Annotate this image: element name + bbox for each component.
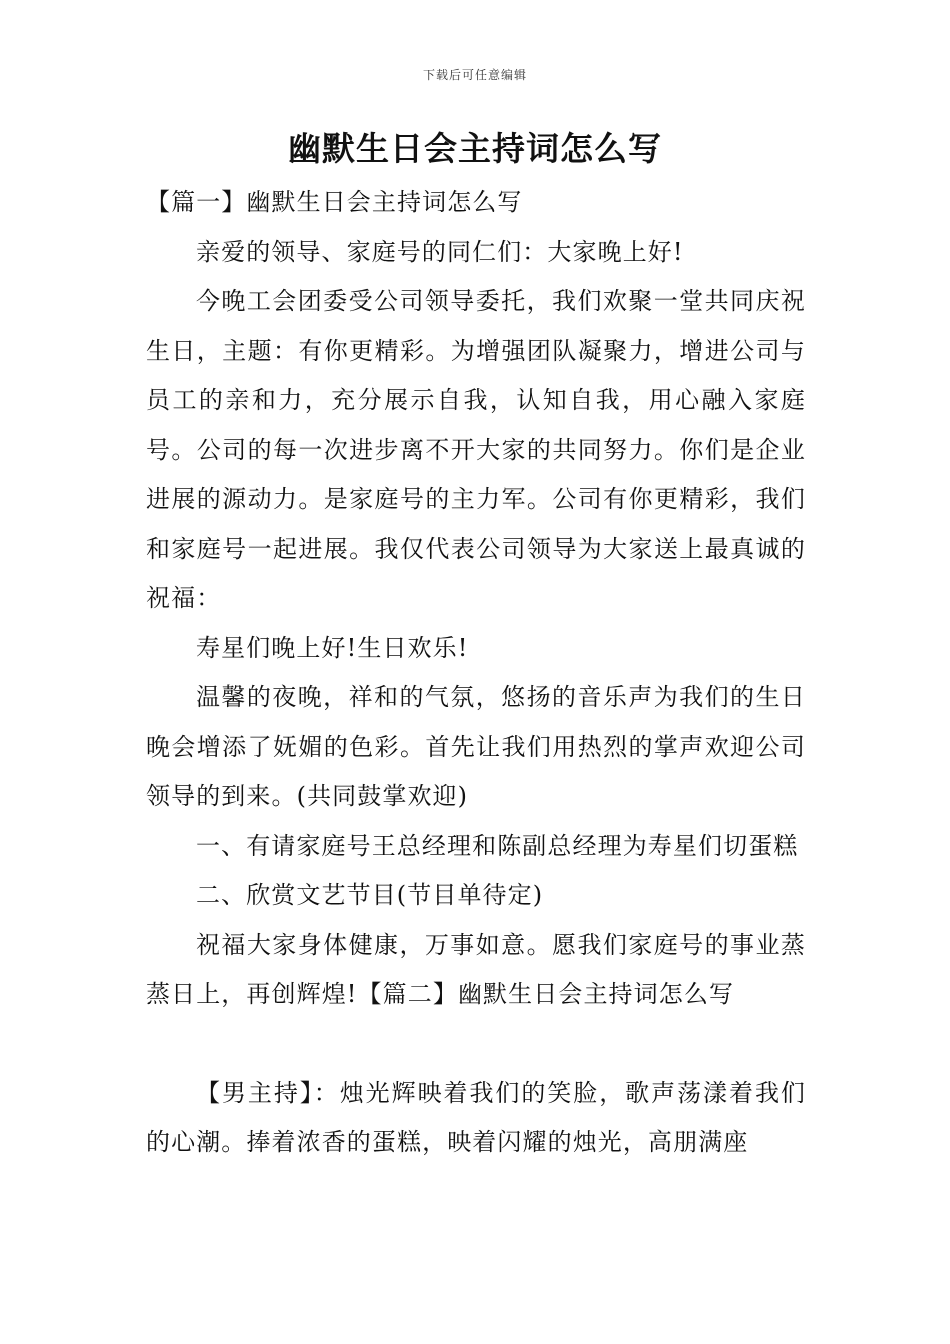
header-note: 下载后可任意编辑 <box>422 68 527 82</box>
paragraph-welcome: 温馨的夜晚，祥和的气氛，悠扬的音乐声为我们的生日晚会增添了妩媚的色彩。首先让我们用热烈的掌声欢迎公司领导的到来。(共同鼓掌欢迎) <box>146 683 806 810</box>
paragraph-male-host: 【男主持】：烛光辉映着我们的笑脸，歌声荡漾着我们的心潮。捧着浓香的蛋糕，映着闪耀的烛光，高朋满座 <box>146 1078 806 1156</box>
document-body <box>146 178 806 1168</box>
paragraph-greeting: 亲爱的领导、家庭号的同仁们：大家晚上好! <box>196 237 684 266</box>
document-title: 幽默生日会主持词怎么写 <box>288 129 662 168</box>
section-heading: 【篇一】幽默生日会主持词怎么写 <box>146 188 523 216</box>
paragraph-intro: 今晚工会团委受公司领导委托，我们欢聚一堂共同庆祝生日，主题：有你更精彩。为增强团队凝聚力，增进公司与员工的亲和力，充分展示自我，认知自我，用心融入家庭号。公司的每一次进步离不开大家的共同努力。你们是企业进展的源动力。是家庭号的主力军。公司有你更精彩，我们和家庭号一起进展。我仅代表公司领导为大家送上最真诚的祝福： <box>146 287 806 612</box>
paragraph-item-one: 一、有请家庭号王总经理和陈副总经理为寿星们切蛋糕 <box>196 831 799 860</box>
paragraph-birthday-wish: 寿星们晚上好!生日欢乐! <box>196 633 469 662</box>
paragraph-item-two: 二、欣赏文艺节目(节目单待定) <box>196 881 544 909</box>
paragraph-closing: 祝福大家身体健康，万事如意。愿我们家庭号的事业蒸蒸日上，再创辉煌!【篇二】幽默生日会主持词怎么写 <box>146 930 806 1008</box>
